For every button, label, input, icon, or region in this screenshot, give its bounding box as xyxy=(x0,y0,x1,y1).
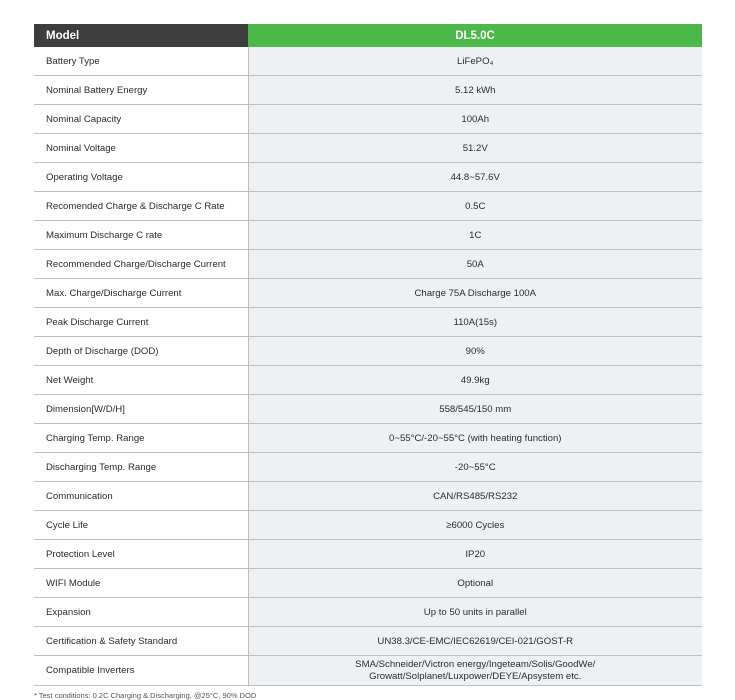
spec-row xyxy=(34,163,702,192)
spec-value: Up to 50 units in parallel xyxy=(248,598,702,627)
spec-value: IP20 xyxy=(248,540,702,569)
spec-value: 0~55°C/-20~55°C (with heating function) xyxy=(248,424,702,453)
spec-value xyxy=(248,656,702,686)
spec-value: 1C xyxy=(248,221,702,250)
spec-value-line: SMA/Schneider/Victron energy/Ingeteam/Solis/GoodWe/ xyxy=(355,658,596,670)
spec-row xyxy=(34,192,702,221)
spec-label: Depth of Discharge (DOD) xyxy=(34,337,248,366)
spec-value: 50A xyxy=(248,250,702,279)
spec-label: Nominal Capacity xyxy=(34,105,248,134)
spec-label: Cycle Life xyxy=(34,511,248,540)
spec-label: Operating Voltage xyxy=(34,163,248,192)
spec-row xyxy=(34,279,702,308)
spec-row xyxy=(34,308,702,337)
spec-row xyxy=(34,540,702,569)
spec-value-line: Growatt/Solplanet/Luxpower/DEYE/Apsystem etc. xyxy=(369,670,582,682)
spec-label: Nominal Battery Energy xyxy=(34,76,248,105)
spec-label: Charging Temp. Range xyxy=(34,424,248,453)
spec-row xyxy=(34,482,702,511)
spec-row xyxy=(34,105,702,134)
spec-value: CAN/RS485/RS232 xyxy=(248,482,702,511)
spec-value: UN38.3/CE-EMC/IEC62619/CEI-021/GOST-R xyxy=(248,627,702,656)
spec-value: 100Ah xyxy=(248,105,702,134)
header-model-value: DL5.0C xyxy=(248,24,702,47)
spec-value: 90% xyxy=(248,337,702,366)
spec-value: -20~55°C xyxy=(248,453,702,482)
spec-label: Dimension[W/D/H] xyxy=(34,395,248,424)
spec-label: Nominal Voltage xyxy=(34,134,248,163)
spec-label: Max. Charge/Discharge Current xyxy=(34,279,248,308)
spec-value: 51.2V xyxy=(248,134,702,163)
spec-label: Peak Discharge Current xyxy=(34,308,248,337)
spec-row xyxy=(34,453,702,482)
spec-row xyxy=(34,511,702,540)
spec-row xyxy=(34,569,702,598)
spec-row xyxy=(34,366,702,395)
spec-row xyxy=(34,221,702,250)
spec-value: Charge 75A Discharge 100A xyxy=(248,279,702,308)
spec-value: 110A(15s) xyxy=(248,308,702,337)
spec-value: 558/545/150 mm xyxy=(248,395,702,424)
spec-label: Net Weight xyxy=(34,366,248,395)
spec-label: Communication xyxy=(34,482,248,511)
spec-label: Expansion xyxy=(34,598,248,627)
spec-label: Recomended Charge & Discharge C Rate xyxy=(34,192,248,221)
header-model-label: Model xyxy=(34,24,248,47)
spec-label: WIFI Module xyxy=(34,569,248,598)
spec-value: 5.12 kWh xyxy=(248,76,702,105)
spec-row xyxy=(34,337,702,366)
spec-row xyxy=(34,76,702,105)
spec-value: 0.5C xyxy=(248,192,702,221)
spec-row xyxy=(34,424,702,453)
spec-value: 49.9kg xyxy=(248,366,702,395)
spec-row xyxy=(34,598,702,627)
header-row xyxy=(34,24,702,47)
spec-value: ≥6000 Cycles xyxy=(248,511,702,540)
spec-label: Discharging Temp. Range xyxy=(34,453,248,482)
spec-label: Protection Level xyxy=(34,540,248,569)
spec-body xyxy=(34,47,702,686)
spec-label: Certification & Safety Standard xyxy=(34,627,248,656)
spec-label: Compatible Inverters xyxy=(34,656,248,686)
spec-value: 44.8~57.6V xyxy=(248,163,702,192)
spec-row xyxy=(34,395,702,424)
spec-row xyxy=(34,250,702,279)
spec-row xyxy=(34,47,702,76)
spec-row xyxy=(34,627,702,656)
spec-table xyxy=(34,24,702,686)
spec-value: LiFePO₄ xyxy=(248,47,702,76)
spec-row xyxy=(34,656,702,686)
spec-label: Recommended Charge/Discharge Current xyxy=(34,250,248,279)
spec-row xyxy=(34,134,702,163)
spec-value: Optional xyxy=(248,569,702,598)
footnote: * Test conditions: 0.2C Charging & Discharging, @25°C, 90% DOD xyxy=(34,691,257,700)
spec-label: Maximum Discharge C rate xyxy=(34,221,248,250)
spec-label: Battery Type xyxy=(34,47,248,76)
